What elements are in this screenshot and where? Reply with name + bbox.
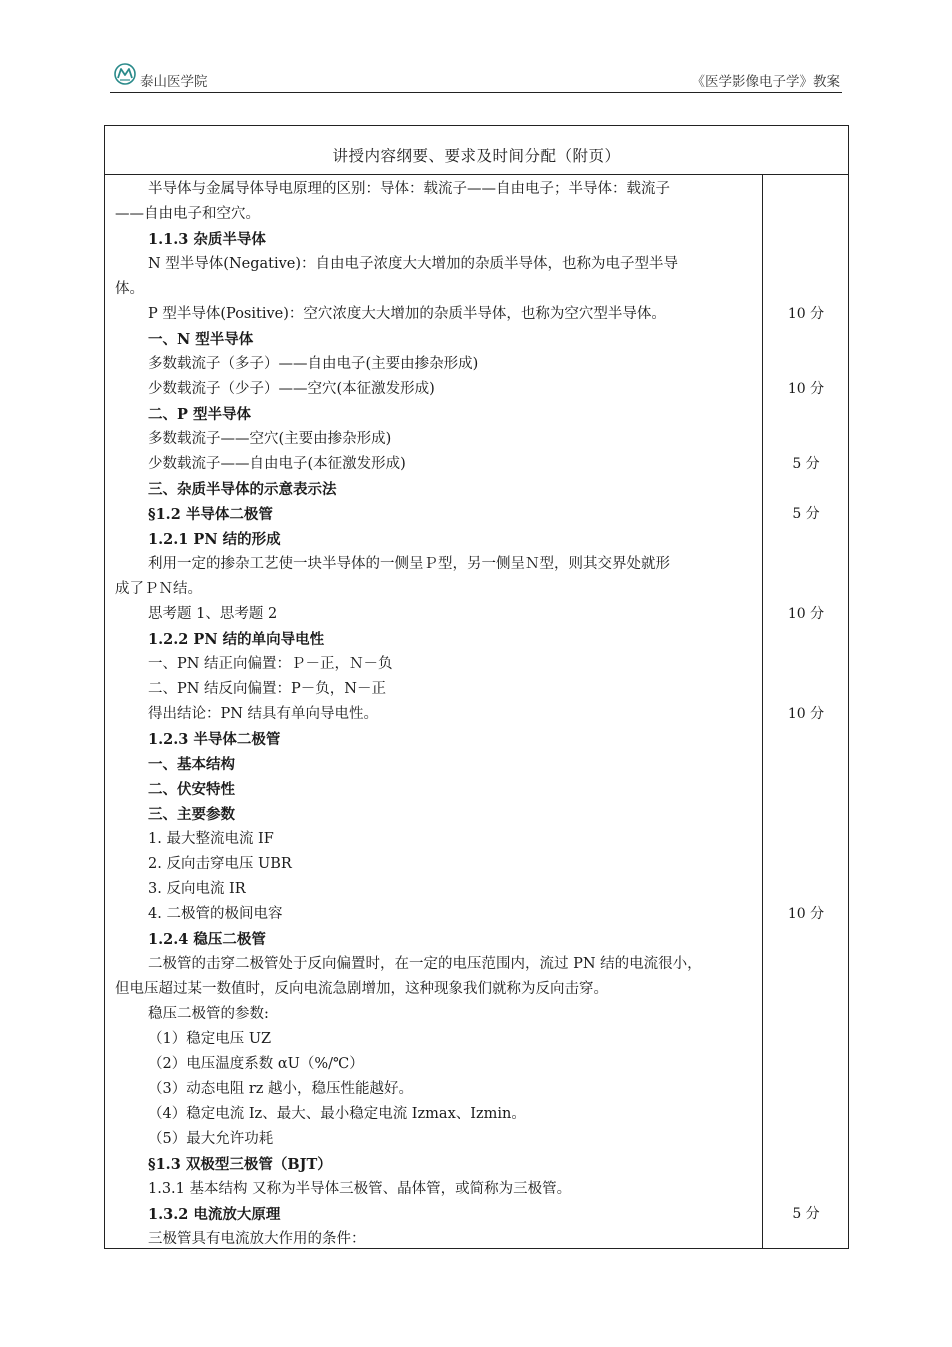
content-line: 一、PN 结正向偏置：Ｐ－正，Ｎ－负 — [148, 656, 393, 672]
content-line: （3）动态电阻 rz 越小，稳压性能越好。 — [148, 1081, 414, 1097]
content-line: 多数载流子（多子）——自由电子(主要由掺杂形成) — [148, 356, 479, 372]
content-line: 多数载流子——空穴(主要由掺杂形成) — [148, 431, 392, 447]
content-line: （5）最大允许功耗 — [148, 1131, 274, 1147]
content-line: §1.3 双极型三极管（BJT） — [148, 1156, 332, 1173]
time-allocation — [763, 1102, 849, 1127]
time-allocation: 5 分 — [792, 456, 820, 472]
content-line: （2）电压温度系数 αU（%/℃） — [148, 1056, 364, 1072]
content-line: P 型半导体(Positive)：空穴浓度大大增加的杂质半导体，也称为空穴型半导体。 — [148, 306, 666, 322]
time-allocation: 10 分 — [787, 306, 825, 322]
time-allocation — [763, 752, 849, 777]
time-allocation — [763, 527, 849, 552]
content-line: 1.3.2 电流放大原理 — [148, 1206, 281, 1223]
time-allocation — [763, 852, 849, 877]
time-allocation — [763, 427, 849, 452]
time-allocation — [763, 577, 849, 602]
time-allocation: 5 分 — [792, 1206, 820, 1222]
time-allocation — [763, 402, 849, 427]
time-allocation — [763, 277, 849, 302]
course-title: 《医学影像电子学》教案 — [691, 74, 840, 90]
time-allocation — [763, 1152, 849, 1177]
time-allocation — [763, 977, 849, 1002]
content-column — [115, 177, 757, 1252]
content-line: 二极管的击穿二极管处于反向偏置时，在一定的电压范围内，流过 PN 结的电流很小， — [148, 956, 702, 972]
content-line: 1.2.2 PN 结的单向导电性 — [148, 631, 325, 648]
content-line: 1.2.4 稳压二极管 — [148, 931, 266, 948]
table-title: 讲授内容纲要、要求及时间分配（附页） — [105, 126, 848, 175]
content-line: N 型半导体(Negative)：自由电子浓度大大增加的杂质半导体，也称为电子型半导 — [148, 256, 679, 272]
content-line: 一、基本结构 — [148, 756, 235, 773]
time-allocation — [763, 1027, 849, 1052]
time-allocation — [763, 927, 849, 952]
time-allocation — [763, 627, 849, 652]
time-allocation — [763, 177, 849, 202]
time-allocation: 10 分 — [787, 706, 825, 722]
time-allocation: 10 分 — [787, 906, 825, 922]
content-line: 半导体与金属导体导电原理的区别：导体：载流子——自由电子；半导体：载流子 — [148, 181, 670, 197]
time-allocation — [763, 352, 849, 377]
time-allocation — [763, 877, 849, 902]
content-line: 1.2.3 半导体二极管 — [148, 731, 281, 748]
content-line: 稳压二极管的参数: — [148, 1006, 269, 1022]
time-allocation — [763, 227, 849, 252]
content-line: 4. 二极管的极间电容 — [148, 906, 283, 922]
content-line: 二、伏安特性 — [148, 781, 235, 798]
time-allocation — [763, 1227, 849, 1252]
time-allocation — [763, 1002, 849, 1027]
content-line: 思考题 1、思考题 2 — [148, 606, 278, 622]
page-header — [110, 66, 842, 93]
content-line: 1. 最大整流电流 IF — [148, 831, 274, 847]
time-allocation — [763, 777, 849, 802]
content-line: 三极管具有电流放大作用的条件： — [148, 1231, 366, 1247]
time-allocation — [763, 1077, 849, 1102]
content-line: 二、P 型半导体 — [148, 406, 251, 423]
content-line: （1）稳定电压 UZ — [148, 1031, 272, 1047]
time-allocation — [763, 552, 849, 577]
time-allocation — [763, 677, 849, 702]
time-column — [763, 177, 849, 1252]
content-line: 三、主要参数 — [148, 806, 235, 823]
time-allocation — [763, 202, 849, 227]
time-allocation — [763, 1177, 849, 1202]
content-line: 一、N 型半导体 — [148, 331, 254, 348]
content-line: 得出结论：PN 结具有单向导电性。 — [148, 706, 379, 722]
time-allocation — [763, 1127, 849, 1152]
content-line: 3. 反向电流 IR — [148, 881, 246, 897]
time-allocation — [763, 652, 849, 677]
time-allocation — [763, 252, 849, 277]
content-line: §1.2 半导体二极管 — [148, 506, 273, 523]
school-logo-icon — [114, 63, 136, 85]
content-line: 少数载流子——自由电子(本征激发形成) — [148, 456, 406, 472]
content-line: 2. 反向击穿电压 UBR — [148, 856, 292, 872]
lesson-table — [104, 125, 849, 1249]
content-line: 少数载流子（少子）——空穴(本征激发形成) — [148, 381, 435, 397]
time-allocation — [763, 327, 849, 352]
time-allocation — [763, 727, 849, 752]
content-line: 但电压超过某一数值时，反向电流急剧增加，这种现象我们就称为反向击穿。 — [115, 981, 608, 997]
content-line: 利用一定的掺杂工艺使一块半导体的一侧呈Ｐ型，另一侧呈Ｎ型，则其交界处就形 — [148, 556, 670, 572]
content-line: ——自由电子和空穴。 — [115, 206, 260, 222]
time-allocation: 5 分 — [792, 506, 820, 522]
content-line: 体。 — [115, 281, 144, 297]
time-allocation — [763, 477, 849, 502]
time-allocation — [763, 802, 849, 827]
content-line: 1.2.1 PN 结的形成 — [148, 531, 281, 548]
content-line: （4）稳定电流 Iz、最大、最小稳定电流 Izmax、Izmin。 — [148, 1106, 526, 1122]
content-line: 1.3.1 基本结构 又称为半导体三极管、晶体管，或简称为三极管。 — [148, 1181, 572, 1197]
time-allocation — [763, 827, 849, 852]
time-allocation — [763, 1052, 849, 1077]
time-allocation: 10 分 — [787, 381, 825, 397]
school-name: 泰山医学院 — [140, 74, 208, 90]
time-allocation: 10 分 — [787, 606, 825, 622]
time-allocation — [763, 952, 849, 977]
content-line: 1.1.3 杂质半导体 — [148, 231, 266, 248]
content-line: 成了ＰＮ结。 — [115, 581, 202, 597]
content-line: 二、PN 结反向偏置：P－负，N－正 — [148, 681, 386, 697]
content-line: 三、杂质半导体的示意表示法 — [148, 481, 337, 498]
